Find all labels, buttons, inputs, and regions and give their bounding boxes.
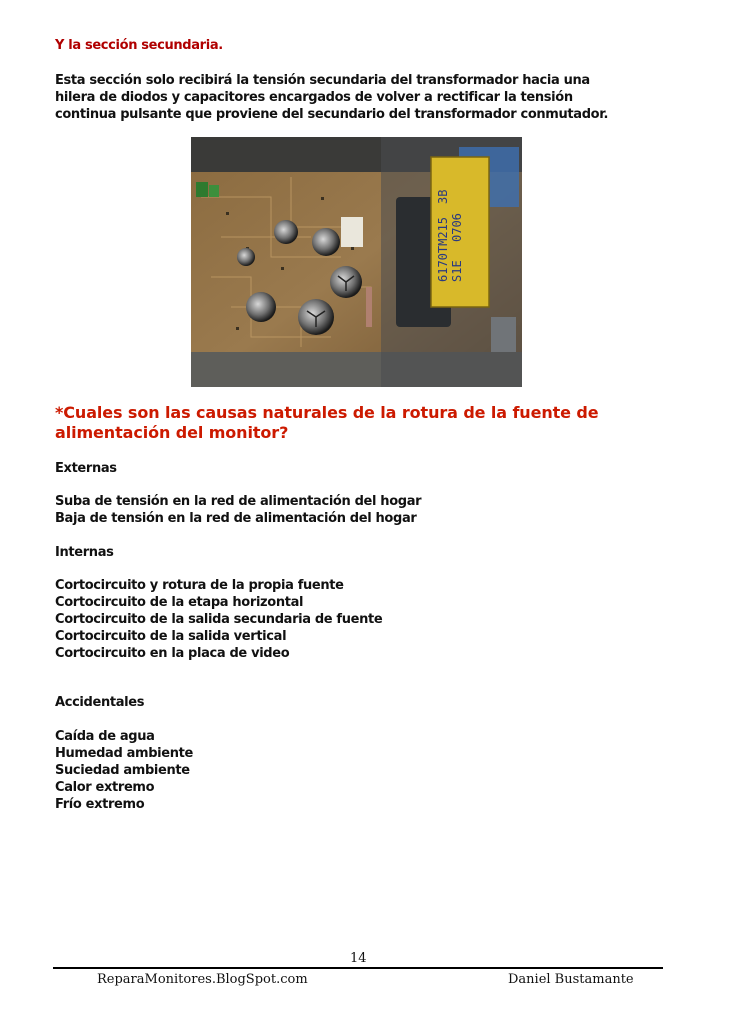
externas-title: Externas <box>55 461 117 476</box>
externas-list <box>55 493 421 527</box>
list-item: Cortocircuito en la placa de video <box>55 646 290 661</box>
question-heading: *Cuales son las causas naturales de la rotura de la fuente de alimentación del monitor? <box>55 403 599 442</box>
transformer-label-line: 3B <box>436 189 450 204</box>
list-item: Cortocircuito de la etapa horizontal <box>55 595 304 610</box>
list-item: Calor extremo <box>55 780 155 795</box>
accidentales-list <box>55 728 193 813</box>
list-item: Frío extremo <box>55 797 145 812</box>
circuit-board-photo <box>191 137 522 387</box>
footer-site: ReparaMonitores.BlogSpot.com <box>97 972 308 987</box>
page-number: 14 <box>350 951 367 966</box>
list-item: Baja de tensión en la red de alimentación del hogar <box>55 511 417 526</box>
internas-title: Internas <box>55 545 114 560</box>
footer-rule <box>53 967 663 969</box>
list-item: Caída de agua <box>55 729 155 744</box>
transformer-label-line: 6170TM215 <box>436 216 450 282</box>
list-item: Cortocircuito de la salida vertical <box>55 629 287 644</box>
transformer-label-line: S1E <box>450 260 464 282</box>
accidentales-title: Accidentales <box>55 695 145 710</box>
list-item: Cortocircuito y rotura de la propia fuente <box>55 578 344 593</box>
list-item: Suba de tensión en la red de alimentación del hogar <box>55 494 422 509</box>
footer-author: Daniel Bustamante <box>508 972 634 987</box>
internas-list <box>55 577 382 662</box>
intro-line: Esta sección solo recibirá la tensión secundaria del transformador hacia una <box>55 73 590 88</box>
intro-line: hilera de diodos y capacitores encargados de volver a rectificar la tensión <box>55 90 573 105</box>
list-item: Suciedad ambiente <box>55 763 190 778</box>
section-title: Y la sección secundaria. <box>55 38 223 53</box>
list-item: Humedad ambiente <box>55 746 193 761</box>
transformer-label-line: 0706 <box>450 213 464 242</box>
intro-line: continua pulsante que proviene del secundario del transformador conmutador. <box>55 107 609 122</box>
list-item: Cortocircuito de la salida secundaria de fuente <box>55 612 383 627</box>
